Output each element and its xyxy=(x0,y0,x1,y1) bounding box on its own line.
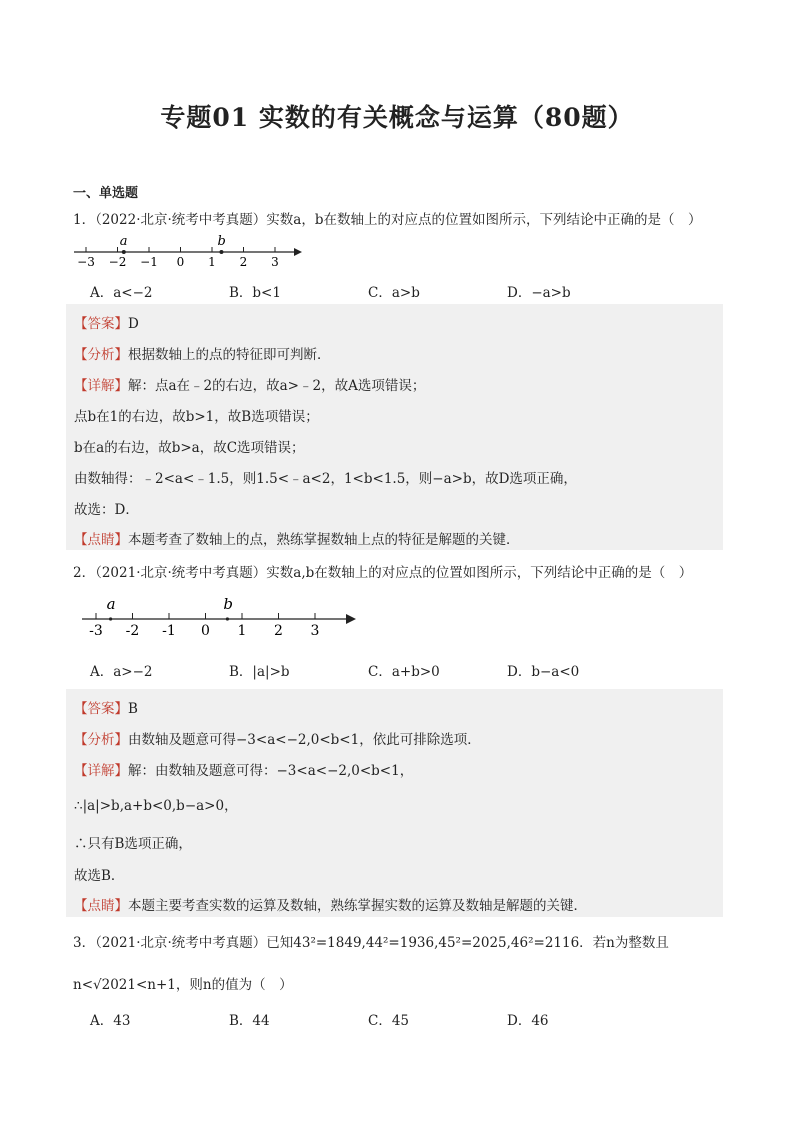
q1-stem: 1．（2022·北京·统考中考真题）实数a，b在数轴上的对应点的位置如图所示，下列结论中正确的是（ ） xyxy=(73,212,702,228)
q2-tick-label: 0 xyxy=(201,623,210,639)
q2-tick-label: -1 xyxy=(162,623,176,639)
q1-answer: 【答案】D xyxy=(74,316,139,332)
q2-point-a-label: a xyxy=(106,595,116,613)
q2-tick-label: 3 xyxy=(310,623,320,639)
q1-choice-c: C．a>b xyxy=(368,285,420,301)
q1-tick-label: −1 xyxy=(140,255,158,269)
q1-detail-1: 【详解】解：点a在﹣2的右边，故a>﹣2，故A选项错误； xyxy=(74,378,426,394)
label-tag: 【分析】 xyxy=(74,732,128,748)
label-tag: 【详解】 xyxy=(74,378,128,394)
q3-choice-b: B．44 xyxy=(229,1013,270,1029)
q1-tick-label: −3 xyxy=(77,255,95,269)
label-tag: 【分析】 xyxy=(74,347,128,363)
q3-choice-c: C．45 xyxy=(368,1013,410,1029)
q2-point-b-label: b xyxy=(223,595,234,613)
q3-choice-a: A．43 xyxy=(90,1013,131,1029)
q2-detail-1: 【详解】解：由数轴及题意可得：−3<a<−2,0<b<1， xyxy=(74,763,414,779)
q3-choice-d: D．46 xyxy=(507,1013,549,1029)
q2-stem: 2．（2021·北京·统考中考真题）实数a,b在数轴上的对应点的位置如图所示，下列结论中正确的是（ ） xyxy=(73,565,693,581)
label-tag: 【答案】 xyxy=(74,701,128,717)
q1-tick-label: 0 xyxy=(176,255,185,269)
q2-detail-4: 故选B． xyxy=(74,868,125,884)
q1-point-b-label: b xyxy=(217,234,226,249)
q3-choices xyxy=(90,1009,646,1029)
q2-choice-a: A．a>−2 xyxy=(90,664,153,680)
q2-answer: 【答案】B xyxy=(74,701,138,717)
q2-answer-block xyxy=(66,689,723,917)
q2-point-a xyxy=(109,617,112,620)
q1-tick-label: −2 xyxy=(108,255,127,269)
section-heading: 一、单选题 xyxy=(73,186,139,201)
q1-point-a-label: a xyxy=(119,234,128,249)
q1-number-line xyxy=(72,232,304,272)
label-tag: 【答案】 xyxy=(74,316,128,332)
q2-choice-c: C．a+b>0 xyxy=(368,664,440,680)
q1-analysis: 【分析】根据数轴上的点的特征即可判断． xyxy=(74,347,331,363)
q2-tick-label: -2 xyxy=(125,623,140,639)
label-tag: 【点睛】 xyxy=(74,532,128,548)
q2-choice-b: B．|a|>b xyxy=(229,664,290,680)
q2-choices xyxy=(90,660,646,680)
q1-detail-2: 点b在1的右边，故b>1，故B选项错误； xyxy=(74,409,319,425)
q2-tick-label: 1 xyxy=(237,623,247,639)
q2-comment: 【点睛】本题主要考查实数的运算及数轴，熟练掌握实数的运算及数轴是解题的关键． xyxy=(74,898,587,914)
q2-point-b xyxy=(226,617,229,620)
q1-tick-label: 1 xyxy=(208,255,216,269)
label-tag: 【详解】 xyxy=(74,763,128,779)
q1-point-b xyxy=(219,250,223,254)
q2-detail-3: ∴只有B选项正确， xyxy=(74,836,192,852)
q1-tick-label: 2 xyxy=(239,255,248,269)
q2-choice-d: D．b−a<0 xyxy=(507,664,580,680)
q3-stem-line-1: 3．（2021·北京·统考中考真题）已知43²=1849,44²=1936,45²=2025,46²=2116．若n为整数且 xyxy=(73,935,669,951)
page-title: 专题01 实数的有关概念与运算（80题） xyxy=(160,103,634,132)
q2-number-line xyxy=(80,594,360,640)
label-tag: 【点睛】 xyxy=(74,898,128,914)
q1-detail-4: 由数轴得：﹣2<a<﹣1.5，则1.5<﹣a<2，1<b<1.5，则−a>b，故D选项正确， xyxy=(74,471,577,487)
q2-tick-label: 2 xyxy=(274,623,283,639)
q1-comment: 【点睛】本题考查了数轴上的点，熟练掌握数轴上点的特征是解题的关键． xyxy=(74,532,520,548)
q2-tick-label: -3 xyxy=(89,623,103,639)
q1-choice-a: A．a<−2 xyxy=(90,285,153,301)
q1-detail-5: 故选：D． xyxy=(74,502,139,518)
q1-choices xyxy=(90,281,646,301)
q1-tick-label: 3 xyxy=(271,255,279,269)
q1-point-a xyxy=(122,250,126,254)
q3-stem-line-2: n<√2021<n+1，则n的值为（ ） xyxy=(73,977,293,993)
q1-answer-block xyxy=(66,304,723,550)
q1-choice-b: B．b<1 xyxy=(229,285,281,301)
q2-detail-2: ∴|a|>b,a+b<0,b−a>0， xyxy=(74,798,238,814)
q1-choice-d: D．−a>b xyxy=(507,285,571,301)
q2-analysis: 【分析】由数轴及题意可得−3<a<−2,0<b<1，依此可排除选项． xyxy=(74,732,481,748)
q1-detail-3: b在a的右边，故b>a，故C选项错误； xyxy=(74,440,305,456)
